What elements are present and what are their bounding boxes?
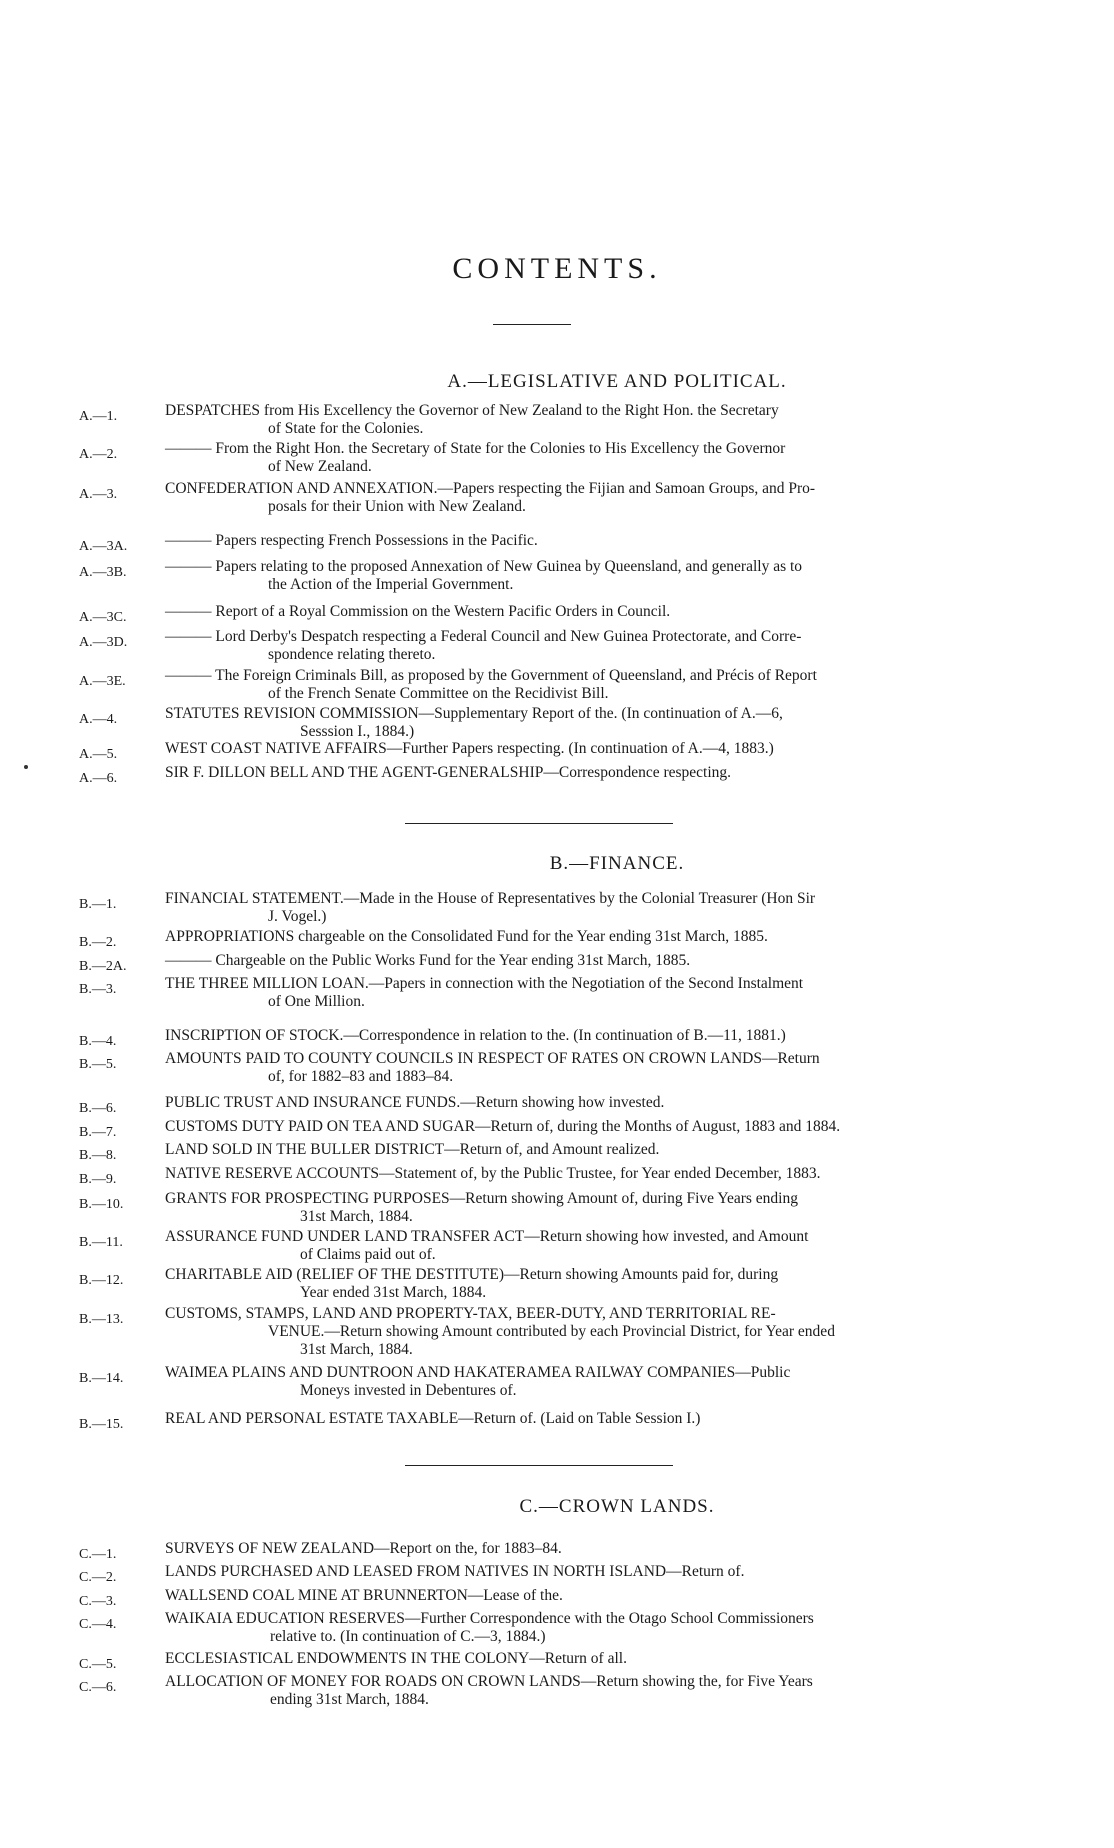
entry-code: B.—5. bbox=[79, 1057, 117, 1072]
entry-continuation: of Claims paid out of. bbox=[300, 1246, 436, 1263]
section-divider bbox=[405, 823, 673, 824]
entry-code: C.—4. bbox=[79, 1617, 117, 1632]
entry-code: C.—6. bbox=[79, 1680, 117, 1695]
entry-code: B.—8. bbox=[79, 1148, 117, 1163]
entry-title: ——— From the Right Hon. the Secretary of State for the Colonies to His Excellency the Governor bbox=[165, 440, 786, 457]
section-heading-c: C.—CROWN LANDS. bbox=[519, 1496, 715, 1517]
entry-code: A.—3B. bbox=[79, 565, 127, 580]
entry-continuation: Moneys invested in Debentures of. bbox=[300, 1382, 517, 1399]
entry-continuation: relative to. (In continuation of C.—3, 1884.) bbox=[270, 1628, 546, 1645]
entry-code: B.—11. bbox=[79, 1235, 123, 1250]
entry-title: CUSTOMS, STAMPS, LAND AND PROPERTY-TAX, BEER-DUTY, AND TERRITORIAL RE- bbox=[165, 1305, 776, 1322]
entry-title: AMOUNTS PAID TO COUNTY COUNCILS IN RESPECT OF RATES ON CROWN LANDS—Return bbox=[165, 1050, 820, 1067]
title-rule bbox=[493, 324, 571, 325]
section-heading-b: B.—FINANCE. bbox=[549, 853, 685, 874]
section-heading-a: A.—LEGISLATIVE AND POLITICAL. bbox=[447, 371, 787, 392]
entry-title: REAL AND PERSONAL ESTATE TAXABLE—Return of. (Laid on Table Session I.) bbox=[165, 1410, 701, 1427]
entry-title: ——— The Foreign Criminals Bill, as proposed by the Government of Queensland, and Précis of Report bbox=[165, 667, 817, 684]
entry-title: WAIKAIA EDUCATION RESERVES—Further Correspondence with the Otago School Commissioners bbox=[165, 1610, 814, 1627]
entry-title: LAND SOLD IN THE BULLER DISTRICT—Return of, and Amount realized. bbox=[165, 1141, 660, 1158]
entry-code: A.—6. bbox=[79, 771, 118, 786]
entry-code: B.—14. bbox=[79, 1371, 124, 1386]
entry-title: FINANCIAL STATEMENT.—Made in the House of Representatives by the Colonial Treasurer (Hon Sir bbox=[165, 890, 816, 907]
entry-title: WEST COAST NATIVE AFFAIRS—Further Papers respecting. (In continuation of A.—4, 1883.) bbox=[165, 740, 774, 757]
entry-title: NATIVE RESERVE ACCOUNTS—Statement of, by the Public Trustee, for Year ended December, 1883. bbox=[165, 1165, 821, 1182]
entry-continuation: J. Vogel.) bbox=[268, 908, 327, 925]
entry-code: C.—2. bbox=[79, 1570, 117, 1585]
entry-title: PUBLIC TRUST AND INSURANCE FUNDS.—Return showing how invested. bbox=[165, 1094, 665, 1111]
entry-code: C.—1. bbox=[79, 1547, 117, 1562]
entry-title: CHARITABLE AID (RELIEF OF THE DESTITUTE)—Return showing Amounts paid for, during bbox=[165, 1266, 779, 1283]
entry-title: ——— Papers relating to the proposed Annexation of New Guinea by Queensland, and generally as to bbox=[165, 558, 803, 575]
entry-code: B.—9. bbox=[79, 1172, 117, 1187]
entry-code: B.—12. bbox=[79, 1273, 124, 1288]
entry-code: B.—13. bbox=[79, 1312, 124, 1327]
entry-title: CUSTOMS DUTY PAID ON TEA AND SUGAR—Return of, during the Months of August, 1883 and 1884. bbox=[165, 1118, 841, 1135]
entry-title: ECCLESIASTICAL ENDOWMENTS IN THE COLONY—Return of all. bbox=[165, 1650, 627, 1667]
entry-continuation: Year ended 31st March, 1884. bbox=[300, 1284, 487, 1301]
entry-title: THE THREE MILLION LOAN.—Papers in connection with the Negotiation of the Second Instalment bbox=[165, 975, 804, 992]
entry-continuation: 31st March, 1884. bbox=[300, 1341, 413, 1358]
stray-dot bbox=[24, 765, 28, 769]
entry-title: ——— Chargeable on the Public Works Fund for the Year ending 31st March, 1885. bbox=[165, 952, 691, 969]
entry-title: SURVEYS OF NEW ZEALAND—Report on the, for 1883–84. bbox=[165, 1540, 562, 1557]
entry-title: ——— Lord Derby's Despatch respecting a Federal Council and New Guinea Protectorate, and Corre- bbox=[165, 628, 802, 645]
entry-continuation: of State for the Colonies. bbox=[268, 420, 424, 437]
entry-title: WAIMEA PLAINS AND DUNTROON AND HAKATERAMEA RAILWAY COMPANIES—Public bbox=[165, 1364, 791, 1381]
entry-code: A.—5. bbox=[79, 747, 118, 762]
entry-code: C.—3. bbox=[79, 1594, 117, 1609]
entry-title: ASSURANCE FUND UNDER LAND TRANSFER ACT—Return showing how invested, and Amount bbox=[165, 1228, 809, 1245]
entry-continuation: VENUE.—Return showing Amount contributed by each Provincial District, for Year ended bbox=[268, 1323, 835, 1340]
entry-code: B.—3. bbox=[79, 982, 117, 997]
entry-title: STATUTES REVISION COMMISSION—Supplementary Report of the. (In continuation of A.—6, bbox=[165, 705, 783, 722]
entry-title: LANDS PURCHASED AND LEASED FROM NATIVES IN NORTH ISLAND—Return of. bbox=[165, 1563, 745, 1580]
entry-title: SIR F. DILLON BELL AND THE AGENT-GENERALSHIP—Correspondence respecting. bbox=[165, 764, 732, 781]
entry-title: APPROPRIATIONS chargeable on the Consolidated Fund for the Year ending 31st March, 1885. bbox=[165, 928, 768, 945]
entry-title: CONFEDERATION AND ANNEXATION.—Papers respecting the Fijian and Samoan Groups, and Pro- bbox=[165, 480, 816, 497]
entry-continuation: of, for 1882–83 and 1883–84. bbox=[268, 1068, 454, 1085]
entry-title: ALLOCATION OF MONEY FOR ROADS ON CROWN LANDS—Return showing the, for Five Years bbox=[165, 1673, 813, 1690]
entry-code: A.—3C. bbox=[79, 610, 127, 625]
entry-code: B.—4. bbox=[79, 1034, 117, 1049]
entry-title: GRANTS FOR PROSPECTING PURPOSES—Return showing Amount of, during Five Years ending bbox=[165, 1190, 798, 1207]
entry-code: B.—2A. bbox=[79, 959, 127, 974]
entry-title: INSCRIPTION OF STOCK.—Correspondence in relation to the. (In continuation of B.—11, 1881.) bbox=[165, 1027, 786, 1044]
entry-code: A.—1. bbox=[79, 409, 118, 424]
entry-code: A.—3. bbox=[79, 487, 118, 502]
entry-title: WALLSEND COAL MINE AT BRUNNERTON—Lease of the. bbox=[165, 1587, 563, 1604]
section-divider bbox=[405, 1465, 673, 1466]
entry-continuation: the Action of the Imperial Government. bbox=[268, 576, 514, 593]
entry-code: A.—2. bbox=[79, 447, 118, 462]
entry-code: A.—3A. bbox=[79, 539, 128, 554]
entry-continuation: posals for their Union with New Zealand. bbox=[268, 498, 526, 515]
entry-code: A.—4. bbox=[79, 712, 118, 727]
entry-continuation: spondence relating thereto. bbox=[268, 646, 436, 663]
entry-code: A.—3E. bbox=[79, 674, 126, 689]
entry-code: C.—5. bbox=[79, 1657, 117, 1672]
entry-code: B.—10. bbox=[79, 1197, 124, 1212]
entry-code: B.—6. bbox=[79, 1101, 117, 1116]
entry-title: DESPATCHES from His Excellency the Governor of New Zealand to the Right Hon. the Secretary bbox=[165, 402, 779, 419]
entry-continuation: of New Zealand. bbox=[268, 458, 372, 475]
entry-continuation: of the French Senate Committee on the Recidivist Bill. bbox=[268, 685, 609, 702]
entry-code: B.—7. bbox=[79, 1125, 117, 1140]
entry-code: B.—1. bbox=[79, 897, 117, 912]
entry-continuation: 31st March, 1884. bbox=[300, 1208, 413, 1225]
entry-code: B.—15. bbox=[79, 1417, 124, 1432]
entry-title: ——— Papers respecting French Possessions in the Pacific. bbox=[165, 532, 538, 549]
entry-continuation: of One Million. bbox=[268, 993, 365, 1010]
entry-code: B.—2. bbox=[79, 935, 117, 950]
entry-code: A.—3D. bbox=[79, 635, 128, 650]
entry-title: ——— Report of a Royal Commission on the Western Pacific Orders in Council. bbox=[165, 603, 671, 620]
page-title: CONTENTS. bbox=[452, 252, 662, 285]
entry-continuation: ending 31st March, 1884. bbox=[270, 1691, 429, 1708]
entry-continuation: Sesssion I., 1884.) bbox=[300, 723, 415, 740]
